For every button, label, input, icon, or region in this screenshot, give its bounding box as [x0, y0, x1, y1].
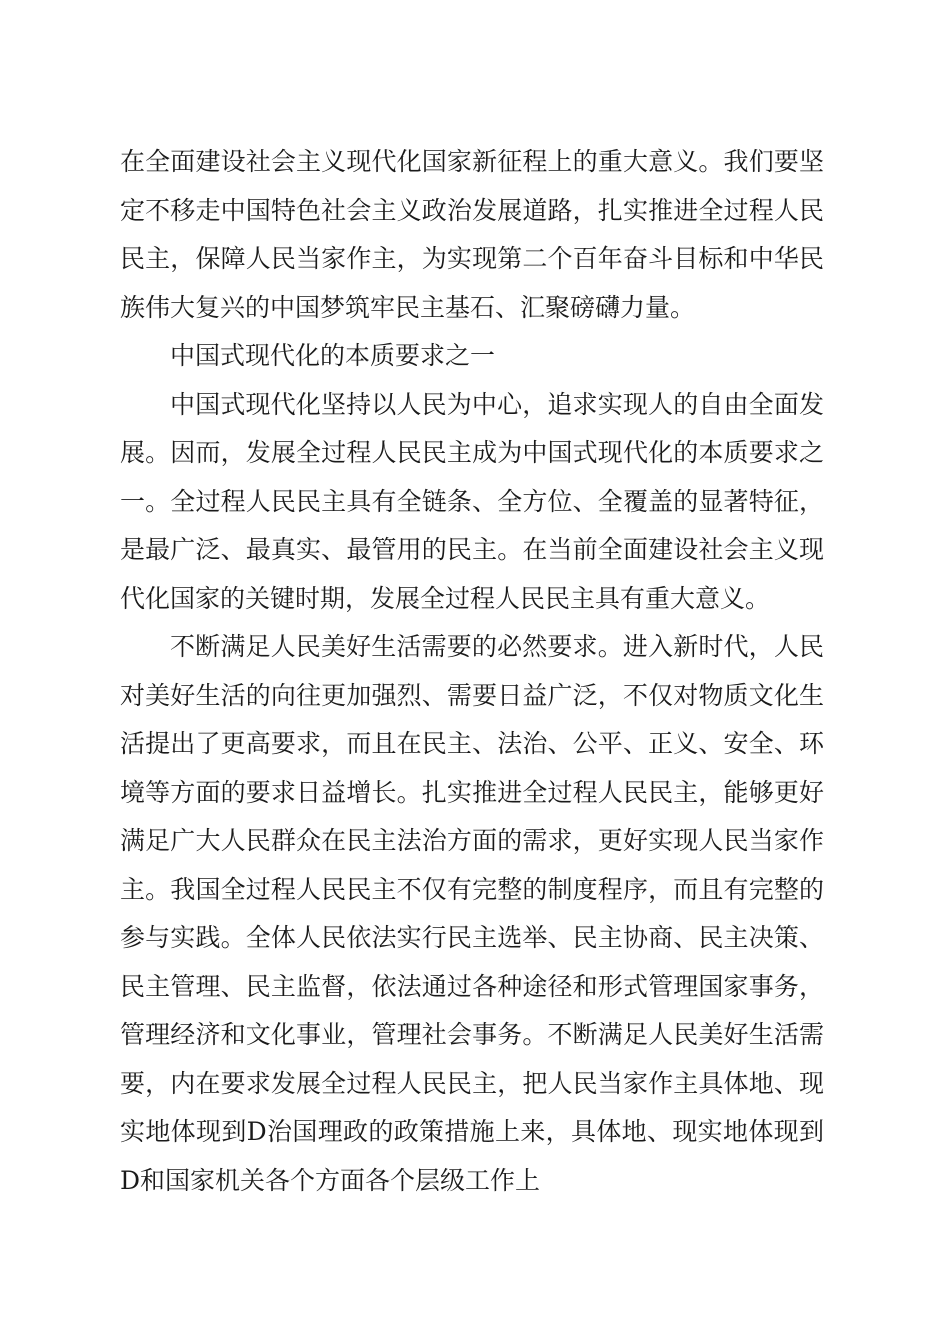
paragraph-continuation: 在全面建设社会主义现代化国家新征程上的重大意义。我们要坚定不移走中国特色社会主义政治发展道路，扎实推进全过程人民民主，保障人民当家作主，为实现第二个百年奋斗目标和中华民族伟大复兴的中国梦筑牢民主基石、汇聚磅礴力量。: [120, 147, 824, 322]
section-heading: 中国式现代化的本质要求之一: [170, 341, 496, 370]
document-body: [120, 138, 824, 1205]
paragraph-intro: 中国式现代化坚持以人民为中心，追求实现人的自由全面发展。因而，发展全过程人民民主成为中国式现代化的本质要求之一。全过程人民民主具有全链条、全方位、全覆盖的显著特征，是最广泛、最真实、最管用的民主。在当前全面建设社会主义现代化国家的关键时期，发展全过程人民民主具有重大意义。: [120, 389, 824, 613]
paragraph-needs: 不断满足人民美好生活需要的必然要求。进入新时代，人民对美好生活的向往更加强烈、需要日益广泛，不仅对物质文化生活提出了更高要求，而且在民主、法治、公平、正义、安全、环境等方面的要求日益增长。扎实推进全过程人民民主，能够更好满足广大人民群众在民主法治方面的需求，更好实现人民当家作主。我国全过程人民民主不仅有完整的制度程序，而且有完整的参与实践。全体人民依法实行民主选举、民主协商、民主决策、民主管理、民主监督，依法通过各种途径和形式管理国家事务，管理经济和文化事业，管理社会事务。不断满足人民美好生活需要，内在要求发展全过程人民民主，把人民当家作主具体地、现实地体现到D治国理政的政策措施上来，具体地、现实地体现到D和国家机关各个方面各个层级工作上: [120, 632, 824, 1195]
